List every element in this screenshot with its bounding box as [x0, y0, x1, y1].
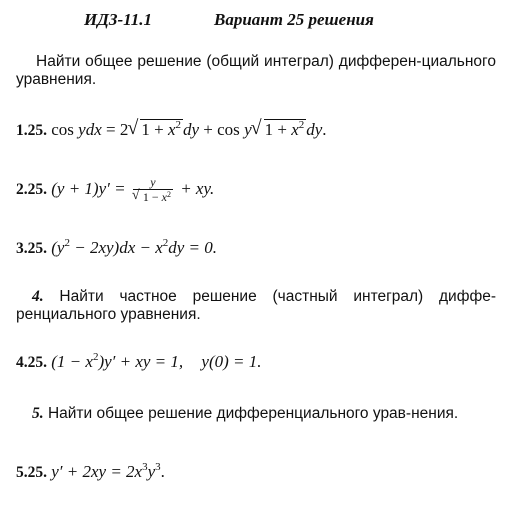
eq-term: ydx [78, 120, 102, 139]
eq-term: = 2 [101, 120, 129, 139]
equation-number: 3.25. [16, 240, 47, 257]
equation-5-25 [16, 462, 165, 482]
variant-title: Вариант 25 решения [214, 10, 374, 29]
eq-term: dy = 0. [168, 238, 218, 257]
sqrt-symbol [133, 191, 173, 204]
equation-2-25 [16, 176, 214, 204]
eq-term: (y [51, 238, 65, 257]
equation-number: 5.25. [16, 464, 47, 481]
fraction-denominator [133, 189, 173, 204]
eq-var: x [161, 190, 167, 204]
initial-condition: y(0) = 1. [201, 352, 262, 371]
eq-fn-cos: cos [51, 120, 74, 139]
task-4-text [16, 288, 496, 324]
task-number: 4. [32, 288, 44, 305]
eq-fn-cos: cos [217, 120, 240, 139]
eq-var: x [291, 120, 299, 139]
assignment-title: ИДЗ-11.1 [84, 10, 152, 29]
eq-term: dy [306, 120, 323, 139]
equation-1-25 [16, 120, 327, 140]
eq-term: . [160, 462, 165, 481]
sqrt-symbol [252, 120, 307, 140]
fraction [133, 176, 173, 204]
eq-term: )y′ + xy = 1, [98, 352, 184, 371]
equation-number: 1.25. [16, 122, 47, 139]
task-1-text: Найти общее решение (общий интеграл) дифферен-циального уравнения. [16, 53, 496, 88]
eq-term: 1 + [141, 120, 168, 139]
eq-term: − 2xy)dx − x [69, 238, 163, 257]
eq-exponent: 2 [166, 190, 171, 199]
equation-number: 2.25. [16, 180, 47, 198]
equation-3-25 [16, 238, 217, 258]
eq-term: . [322, 120, 327, 139]
task-5-text [16, 405, 496, 423]
eq-exponent: 2 [92, 351, 99, 363]
eq-var: x [167, 120, 176, 139]
eq-exponent: 3 [155, 461, 161, 473]
eq-term: y [147, 462, 156, 481]
eq-term: 1 + [264, 120, 292, 139]
eq-exponent: 2 [162, 237, 169, 249]
fraction-numerator: y [150, 175, 156, 189]
eq-exponent: 2 [64, 237, 70, 249]
eq-term: + xy. [175, 178, 215, 198]
eq-term: 1 − [142, 190, 162, 204]
eq-exponent: 3 [142, 461, 148, 473]
eq-term: y′ + 2xy = 2x [51, 462, 143, 481]
equation-4-25 [16, 352, 262, 372]
eq-term: (y + 1)y′ = [51, 178, 130, 198]
eq-term: y [244, 120, 252, 139]
eq-term: dy [183, 120, 200, 139]
sqrt-symbol [128, 120, 183, 140]
equation-number: 4.25. [16, 354, 47, 371]
task-number: 5. [32, 405, 44, 422]
task-description: Найти общее решение дифференциального урав-нения. [47, 405, 459, 422]
eq-term: (1 − x [51, 352, 93, 371]
task-description: Найти частное решение (частный интеграл) диффе-ренциального уравнения. [16, 288, 496, 323]
eq-term: + [199, 120, 218, 139]
eq-exponent: 2 [175, 119, 181, 131]
eq-exponent: 2 [298, 119, 305, 131]
